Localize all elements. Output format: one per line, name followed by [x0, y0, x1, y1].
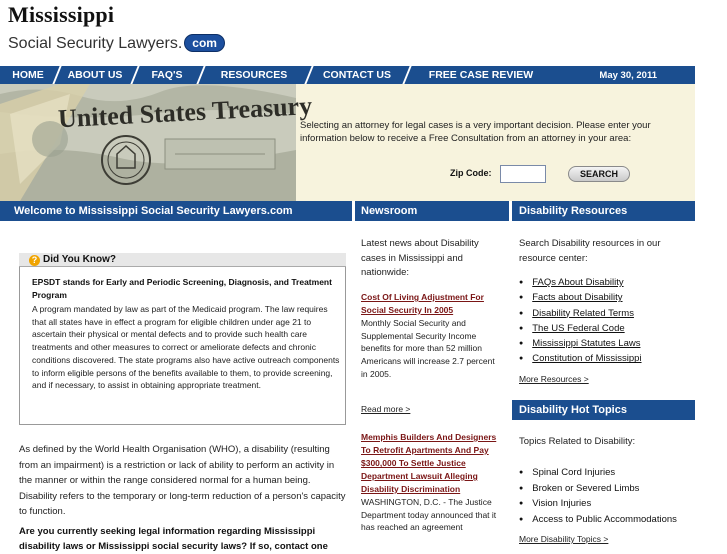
question-icon: ? [29, 255, 40, 266]
resources-intro: Search Disability resources in our resource center: [519, 238, 661, 264]
news-article-link[interactable]: Memphis Builders And Designers To Retrofit Apartments And Pay $300,000 To Settle Justice Department Lawsuit Alleging Disability Discrimination [361, 432, 497, 494]
nav-resources[interactable]: RESOURCES [200, 66, 308, 84]
nav-date: May 30, 2011 [599, 69, 657, 81]
banner-intro: Selecting an attorney for legal cases is a very important decision. Please enter your information below to receive a Free Consultation from an attorney in your area: [300, 120, 651, 144]
did-you-know-title: Did You Know? [43, 254, 116, 265]
hot-topics-bar: Disability Hot Topics [512, 400, 695, 420]
list-item: ● Access to Public Accommodations [519, 513, 677, 529]
news-article-text: Monthly Social Security and Supplemental Security Income benefits for more than 52 million Americans will increase 2.7 percent in 2005. [361, 318, 495, 379]
resource-link[interactable]: FAQs About Disability [532, 277, 624, 288]
resources-list [519, 276, 642, 368]
seeking-legal-info: Are you currently seeking legal information regarding Mississippi disability laws or Mississippi social security laws? If so, contact one [19, 526, 328, 552]
hot-topics-intro: Topics Related to Disability: [519, 436, 636, 447]
did-you-know-subject: EPSDT stands for Early and Periodic Screening, Diagnosis, and Treatment Program [32, 277, 332, 300]
search-button[interactable]: SEARCH [568, 166, 630, 182]
site-title: Mississippi [8, 2, 115, 27]
nav-faqs[interactable]: FAQ'S [134, 66, 200, 84]
resource-link[interactable]: Facts about Disability [532, 292, 623, 304]
treasury-check-text: United States Treasury [57, 91, 313, 134]
list-item[interactable] [519, 276, 642, 291]
site-brand[interactable] [8, 2, 217, 52]
main-nav [0, 66, 695, 84]
list-item: ● Spinal Cord Injuries [519, 466, 677, 482]
nav-free-case-review[interactable]: FREE CASE REVIEW [428, 69, 534, 81]
news-article [361, 431, 501, 534]
welcome-bar: Welcome to Mississippi Social Security Lawyers.com [0, 201, 352, 221]
list-item: ● Vision Injuries [519, 497, 677, 513]
resource-link[interactable]: The US Federal Code [532, 322, 625, 334]
did-you-know-heading [19, 253, 346, 267]
hot-topics-list [519, 466, 677, 529]
list-item[interactable] [519, 337, 642, 352]
did-you-know-body: A program mandated by law as part of the Medicaid program. The law requires that all states have in effect a program for eligible children under age 21 to ascertain their physical or mental defects and to provide such health care treatments and other measures to correct or ameliorate defects and chronic conditions discovered. The state programs also have active outreach components to inform eligible persons of the benefits available to them, to provide screening, and if necessary, to assist in obtaining appropriate treatment. [32, 304, 340, 391]
nav-contact-us[interactable]: CONTACT US [308, 66, 406, 84]
resource-link[interactable]: Mississippi Statutes Laws [532, 338, 641, 350]
resources-bar: Disability Resources [512, 201, 695, 221]
treasury-check-image [0, 84, 313, 201]
site-subtitle-text: Social Security Lawyers. [8, 35, 183, 52]
list-item[interactable] [519, 352, 642, 367]
more-topics-link[interactable]: More Disability Topics > [519, 534, 609, 544]
news-article-link[interactable]: Cost Of Living Adjustment For Social Security In 2005 [361, 292, 484, 315]
resource-link[interactable]: Disability Related Terms [532, 307, 634, 319]
news-article [361, 291, 501, 381]
nav-about-us[interactable]: ABOUT US [56, 66, 134, 84]
treasury-check-illustration [0, 84, 313, 201]
news-article-text: WASHINGTON, D.C. - The Justice Department today announced that it has reached an agreement [361, 497, 497, 533]
read-more-link[interactable]: Read more > [361, 404, 411, 414]
resource-link[interactable]: Constitution of Mississippi [532, 353, 642, 365]
disability-definition: As defined by the World Health Organisation (WHO), a disability (resulting from an impairment) is a restriction or lack of ability to perform an activity in the manner or within the range considered normal for a human being. Disability refers to the temporary or long-term reduction of a person's capacity to function. [19, 444, 346, 517]
com-badge: com [184, 34, 225, 52]
did-you-know-box [19, 253, 346, 425]
nav-home[interactable]: HOME [0, 66, 56, 84]
list-item[interactable] [519, 322, 642, 337]
list-item[interactable] [519, 291, 642, 306]
zip-label: Zip Code: [450, 168, 492, 178]
list-item[interactable] [519, 307, 642, 322]
banner [0, 84, 695, 201]
newsroom-bar: Newsroom [355, 201, 509, 221]
list-item: ● Broken or Severed Limbs [519, 482, 677, 498]
zip-code-input[interactable] [500, 165, 546, 183]
newsroom-intro: Latest news about Disability cases in Mississippi and nationwide: [361, 238, 479, 278]
site-subtitle [8, 35, 225, 53]
more-resources-link[interactable]: More Resources > [519, 374, 589, 384]
